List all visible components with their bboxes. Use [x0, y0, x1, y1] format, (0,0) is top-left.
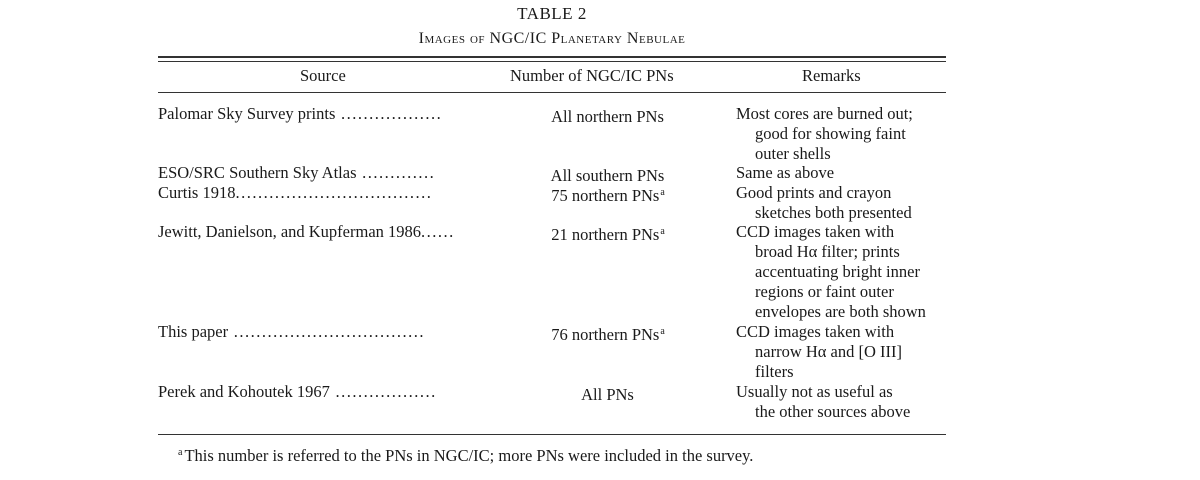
row-remarks: Most cores are burned out; good for showing faint outer shells	[736, 104, 913, 163]
header-source: Source	[300, 66, 346, 85]
row-source: Palomar Sky Survey prints ..................	[158, 104, 443, 123]
row-remarks: Usually not as useful as the other sources above	[736, 382, 911, 421]
header-remarks: Remarks	[802, 66, 861, 85]
row-number: 76 northern PNs$^a$	[551, 325, 665, 344]
header-rule	[158, 92, 946, 93]
row-number: 75 northern PNs$^a$	[551, 186, 665, 205]
row-number: All northern PNs	[551, 107, 664, 126]
table-title: Images of NGC/IC Planetary Nebulae	[418, 30, 686, 47]
header-number: Number of NGC/IC PNs	[510, 66, 674, 85]
row-source: This paper ..................................	[158, 322, 425, 341]
top-rule	[158, 56, 946, 58]
row-number: 21 northern PNs$^a$	[551, 225, 665, 244]
row-source: Perek and Kohoutek 1967 ..................	[158, 382, 437, 401]
table-label: TABLE 2	[517, 4, 587, 23]
row-remarks: Good prints and crayon sketches both presented	[736, 183, 912, 222]
row-remarks: CCD images taken with narrow Hα and [O III] filters	[736, 322, 903, 381]
row-number: All PNs	[581, 385, 634, 404]
row-number: All southern PNs	[550, 166, 665, 185]
bottom-rule	[158, 434, 946, 435]
row-remarks: CCD images taken with broad Hα filter; prints accentuating bright inner regions or faint outer envelopes are both shown	[736, 222, 926, 321]
row-source: ESO/SRC Southern Sky Atlas .............	[158, 163, 436, 182]
top-rule-inner	[158, 61, 946, 62]
row-source: Jewitt, Danielson, and Kupferman 1986......	[158, 222, 455, 241]
footnote-mark: a	[178, 447, 183, 458]
row-remarks: Same as above	[736, 163, 835, 182]
table-footnote: $^a$ This number is referred to the PNs in NGC/IC; more PNs were included in the survey.	[178, 446, 754, 465]
row-source: Curtis 1918...................................	[158, 183, 433, 202]
